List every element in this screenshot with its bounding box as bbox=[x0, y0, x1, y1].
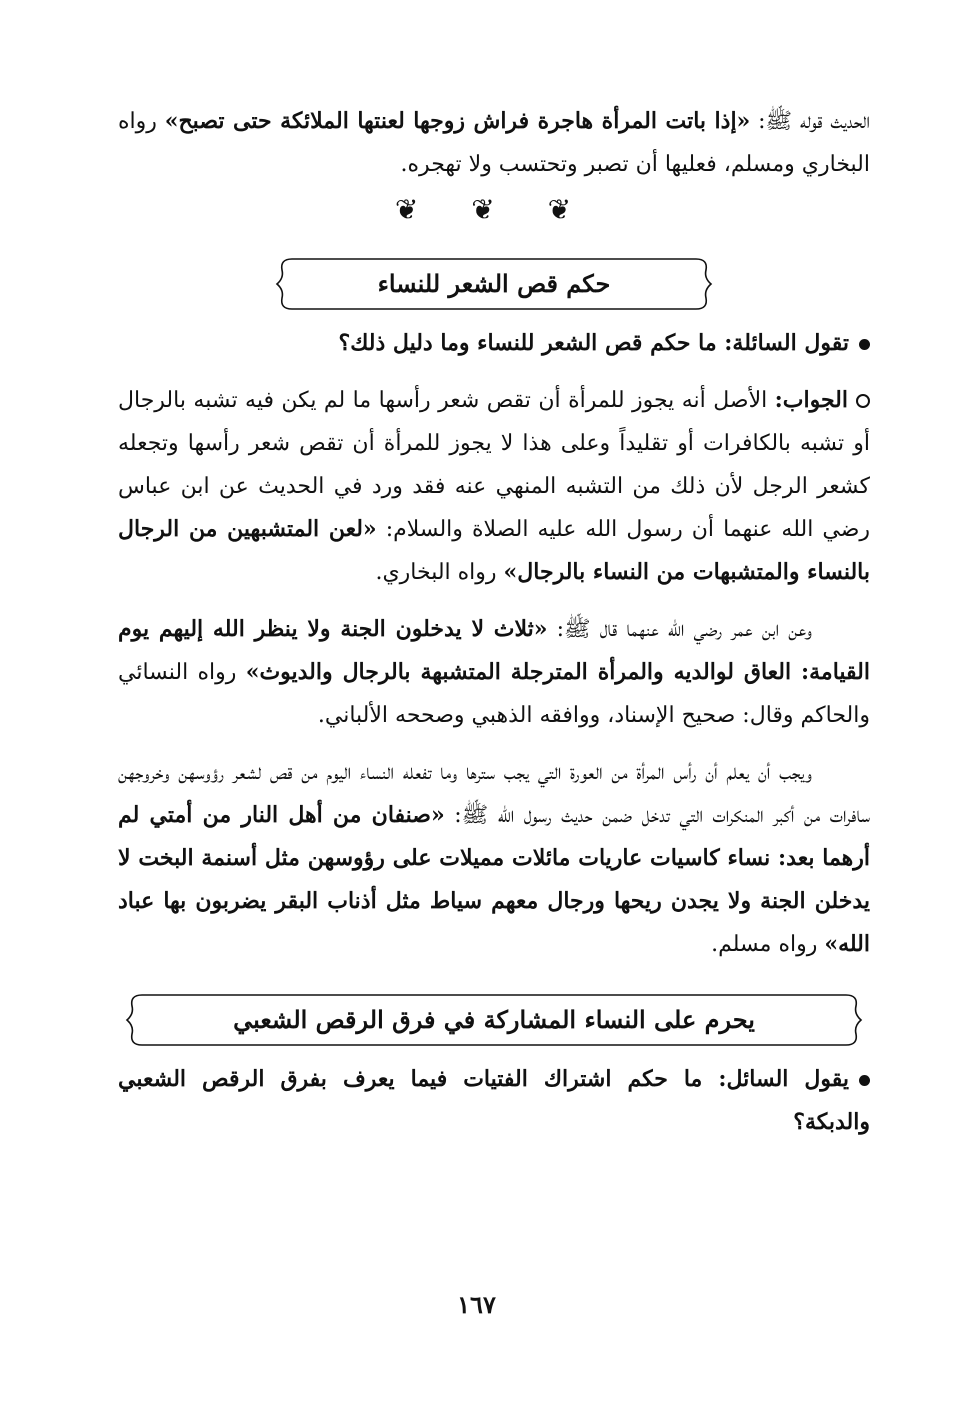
p3-lead: ويجب أن يعلم أن رأس المرأة من العورة التي يجب سترها وما تفعله النساء اليوم من قص لشعر رؤوسهن وخروجهن سافرات من أكبر المنكرات التي تدخل ضمن حديث رسول الله ﷺ: bbox=[118, 760, 870, 828]
answer-paragraph bbox=[118, 379, 870, 594]
hadith1-tail: رواه البخاري. bbox=[375, 560, 504, 585]
section2-title-box bbox=[124, 992, 864, 1048]
section2-title: يحرم على النساء المشاركة في فرق الرقص الشعبي bbox=[233, 1005, 755, 1034]
answer-text: الأصل أنه يجوز للمرأة أن تقص شعر رأسها ما لم يكن فيه تشبه بالرجال أو تشبه بالكافرات أو تقليداً وعلى هذا لا يجوز للمرأة أن تقص شعر رأسها وتجعله كشعر الرجل لأن ذلك من التشبه المنهي عنه فقد ورد في الحديث عن ابن عباس رضي الله عنهما أن رسول الله عليه الصلاة والسلام: bbox=[118, 388, 870, 542]
section1-title: حكم قص الشعر للنساء bbox=[377, 269, 611, 298]
bullet-icon bbox=[859, 1075, 870, 1086]
page-number: ١٦٧ bbox=[457, 1290, 496, 1319]
answer-label: الجواب: bbox=[774, 387, 848, 413]
section1-question bbox=[118, 322, 870, 365]
intro-lead: الحديث قوله ﷺ: bbox=[750, 109, 871, 134]
bullet-icon bbox=[859, 339, 870, 350]
section1-question-text: تقول السائلة: ما حكم قص الشعر للنساء وما دليل ذلك؟ bbox=[338, 330, 849, 356]
p2-lead: وعن ابن عمر رضي الله عنهما قال ﷺ: bbox=[547, 617, 812, 642]
section2-question bbox=[118, 1058, 870, 1144]
hadith1: «لعن المتشبهين من الرجال بالنساء والمتشبهات من النساء بالرجال» bbox=[118, 516, 870, 585]
paragraph-2 bbox=[118, 608, 870, 737]
section1-title-box bbox=[274, 256, 714, 312]
ornament-divider: ❦ ❦ ❦ bbox=[394, 193, 594, 226]
page-body bbox=[118, 100, 870, 1144]
circle-bullet-icon bbox=[856, 394, 870, 408]
hadith2-tail: رواه النسائي والحاكم وقال: صحيح الإسناد، ووافقه الذهبي وصححه الألباني. bbox=[118, 660, 870, 728]
hadith2: «ثلاث لا يدخلون الجنة ولا ينظر الله إليهم يوم القيامة: العاق لوالديه والمرأة المترجلة المتشبهة بالرجال والديوث» bbox=[118, 616, 870, 685]
paragraph-3 bbox=[118, 751, 870, 966]
intro-paragraph bbox=[118, 100, 870, 186]
intro-hadith: «إذا باتت المرأة هاجرة فراش زوجها لعنتها الملائكة حتى تصبح» bbox=[164, 108, 751, 134]
intro-tail: رواه البخاري ومسلم، فعليها أن تصبر وتحتسب ولا تهجره. bbox=[118, 109, 870, 177]
hadith3: «صنفان من أهل النار من أمتي لم أرهما بعد: نساء كاسيات عاريات مائلات مميلات على رؤوسهن مثل أسنمة البخت لا يدخلن الجنة ولا يجدن ريحها ورجال معهم سياط مثل أذناب البقر يضربون بها عباد الله» bbox=[118, 802, 870, 957]
hadith3-tail: رواه مسلم. bbox=[711, 932, 825, 957]
section2-question-text: يقول السائل: ما حكم اشتراك الفتيات فيما يعرف بفرق الرقص الشعبي والدبكة؟ bbox=[118, 1066, 870, 1135]
